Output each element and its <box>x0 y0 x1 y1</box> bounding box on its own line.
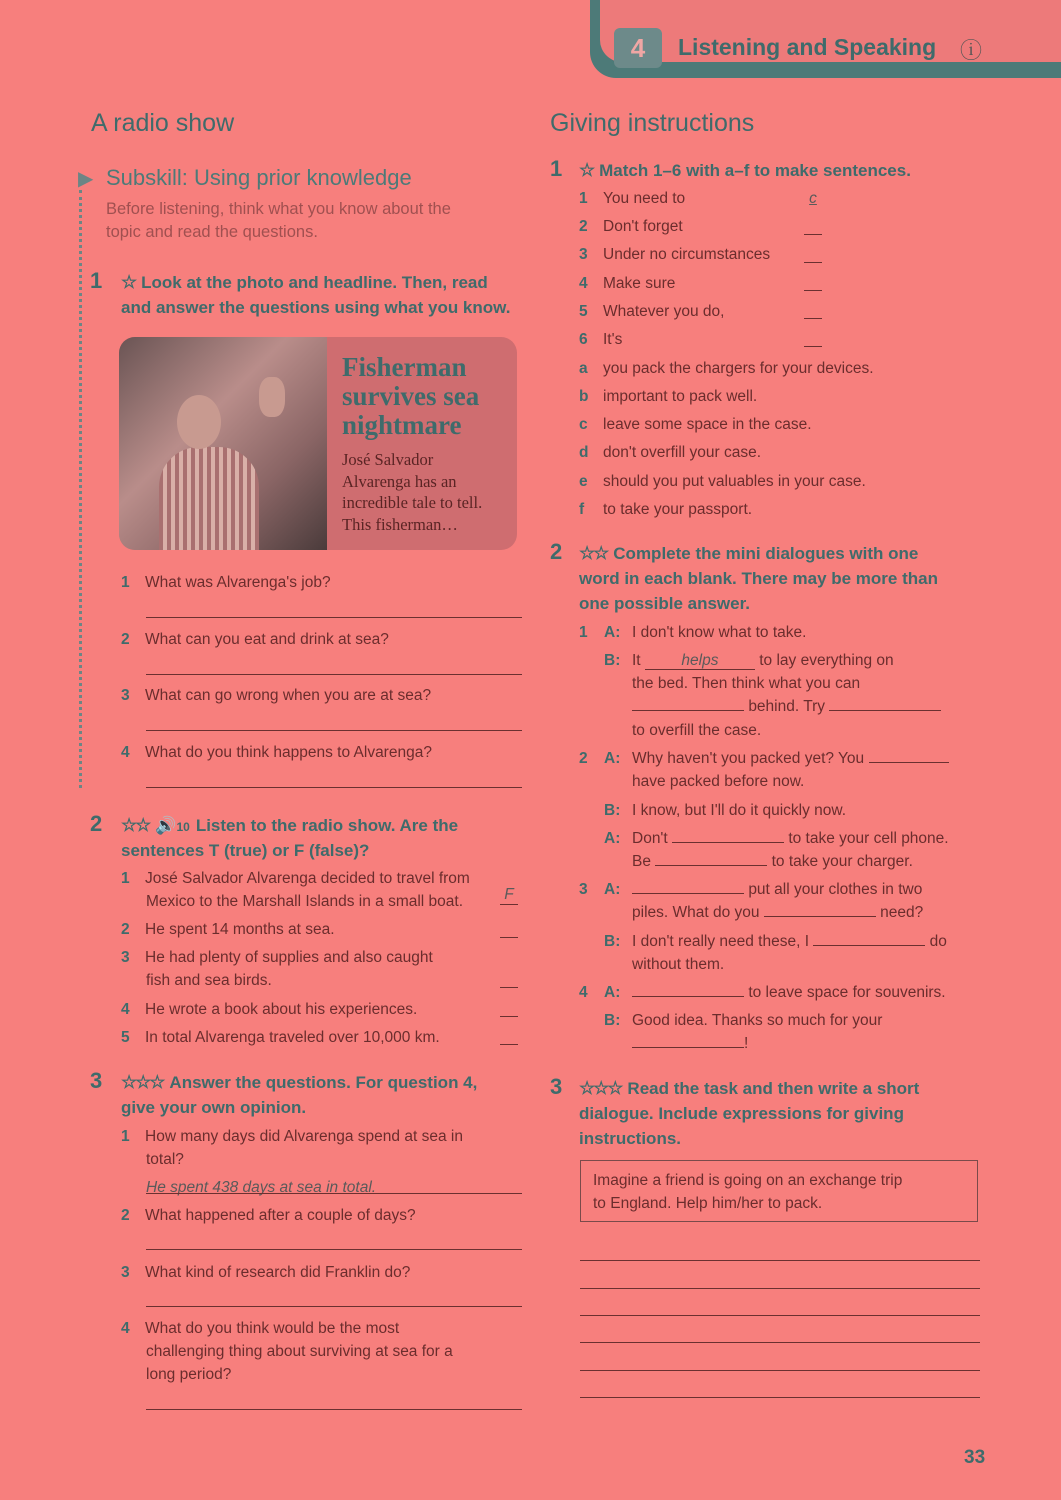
tf-text: In total Alvarenga traveled over 10,000 km. <box>145 1029 440 1046</box>
article-headline <box>342 353 512 440</box>
unit-title: Listening and Speaking <box>678 34 937 60</box>
instruction-line-1: Look at the photo and headline. Then, read <box>141 273 488 292</box>
answer-line[interactable] <box>146 674 522 675</box>
dialogue-line <box>632 901 923 924</box>
item-number: 1 <box>121 870 130 887</box>
section-title-giving-instructions: Giving instructions <box>550 109 755 137</box>
exercise-number: 1 <box>550 156 563 181</box>
tf-text-line-2: Mexico to the Marshall Islands in a small boat. <box>146 893 464 910</box>
item-letter: e <box>579 473 588 490</box>
answer-blank[interactable] <box>655 850 767 866</box>
item-number: 3 <box>121 949 130 966</box>
item-number: 2 <box>579 750 588 767</box>
tf-answer-blank[interactable] <box>500 1044 518 1045</box>
ending-text: to take your passport. <box>603 501 753 518</box>
star-rating-icon: ☆☆☆ <box>579 1078 622 1098</box>
photo-figure-face <box>177 395 221 449</box>
ending-item <box>579 498 752 521</box>
tf-answer-blank[interactable] <box>500 937 518 938</box>
question-item <box>121 684 431 707</box>
dialogue-number <box>579 981 603 1004</box>
tf-item <box>121 998 417 1021</box>
speaker-a-label: A: <box>604 624 621 641</box>
dialogue-line <box>632 1032 748 1055</box>
answer-line[interactable] <box>146 1306 522 1307</box>
star-rating-icon: ☆☆ <box>121 815 150 835</box>
question-item <box>121 741 432 764</box>
match-text: Whatever you do, <box>603 303 725 320</box>
ending-text: leave some space in the case. <box>603 416 812 433</box>
item-number: 4 <box>121 744 130 761</box>
page-number: 33 <box>964 1447 986 1468</box>
question-text-line-2: challenging thing about surviving at sea for a <box>146 1343 453 1360</box>
tf-text: He spent 14 months at sea. <box>145 921 335 938</box>
item-letter: b <box>579 388 589 405</box>
tf-text-line-2: fish and sea birds. <box>146 972 272 989</box>
answer-line[interactable] <box>146 1193 522 1194</box>
item-number: 2 <box>579 218 588 235</box>
match-item <box>579 328 622 351</box>
tf-item <box>121 1026 440 1049</box>
item-letter: a <box>579 360 588 377</box>
unit-number-badge: 4 <box>614 28 662 68</box>
instruction-line-2: sentences T (true) or F (false)? <box>121 841 370 860</box>
exercise-number: 3 <box>550 1074 563 1099</box>
question-item <box>121 571 331 594</box>
text-fragment: to leave space for souvenirs. <box>748 984 946 1001</box>
teaser-line: This fisherman… <box>342 514 458 534</box>
subskill-text-2: topic and read the questions. <box>106 223 318 241</box>
instruction-line-1: Answer the questions. For question 4, <box>169 1073 478 1092</box>
task-line: Imagine a friend is going on an exchange trip <box>593 1172 903 1189</box>
tf-item <box>121 867 470 890</box>
answer-line[interactable] <box>146 787 522 788</box>
question-item <box>121 1204 416 1227</box>
item-number: 5 <box>579 303 588 320</box>
answer-blank[interactable] <box>632 878 744 894</box>
instruction-line-2: word in each blank. There may be more than <box>579 569 938 588</box>
exercise-instruction <box>579 1076 919 1101</box>
text-fragment: do <box>929 933 947 950</box>
dialogue-line: the bed. Then think what you can <box>632 675 861 692</box>
fisherman-photo <box>119 337 327 550</box>
dialogue-line <box>632 695 941 718</box>
speaker-b-label: B: <box>604 933 621 950</box>
text-fragment: ! <box>744 1035 749 1052</box>
ending-item <box>579 441 761 464</box>
question-text: How many days did Alvarenga spend at sea in <box>145 1128 463 1145</box>
question-text: What happened after a couple of days? <box>145 1207 416 1224</box>
text-fragment: put all your clothes in two <box>748 881 923 898</box>
dialogue-line <box>632 930 947 953</box>
task-box <box>580 1160 978 1222</box>
photo-figure-body <box>159 447 259 550</box>
match-text: You need to <box>603 190 686 207</box>
dialogue-number <box>579 747 603 770</box>
star-rating-icon: ☆☆☆ <box>121 1072 164 1092</box>
question-text-line-2: total? <box>146 1151 184 1168</box>
task-text <box>593 1169 963 1215</box>
text-fragment: to take your cell phone. <box>788 830 949 847</box>
answer-line[interactable] <box>146 617 522 618</box>
match-text: Under no circumstances <box>603 246 771 263</box>
teaser-line: José Salvador <box>342 450 434 469</box>
subskill-text-1: Before listening, think what you know about the <box>106 200 451 218</box>
tf-answer[interactable]: F <box>500 886 518 905</box>
star-rating-icon: ☆☆ <box>579 543 608 563</box>
dialogue-line: I don't know what to take. <box>632 624 807 641</box>
answer-line[interactable] <box>146 730 522 731</box>
teaser-line: Alvarenga has an <box>342 471 457 491</box>
dialogue-line: have packed before now. <box>632 773 805 790</box>
tf-item <box>121 918 335 941</box>
match-blank[interactable] <box>804 290 822 291</box>
item-number: 2 <box>121 631 130 648</box>
instruction-line-2: give your own opinion. <box>121 1098 307 1117</box>
item-number: 3 <box>121 687 130 704</box>
answer-blank[interactable] <box>632 695 744 711</box>
question-text: What can you eat and drink at sea? <box>145 631 389 648</box>
writing-line[interactable] <box>580 1260 980 1261</box>
instruction-line-3: instructions. <box>579 1129 682 1148</box>
item-letter: d <box>579 444 589 461</box>
speech-swirl-icon: ⓘ <box>960 38 983 63</box>
writing-line[interactable] <box>580 1397 980 1398</box>
answer-blank[interactable] <box>672 827 784 843</box>
instruction-line-1: Listen to the radio show. Are the <box>195 816 459 835</box>
ending-item <box>579 385 757 408</box>
item-number: 3 <box>579 246 588 263</box>
dialogue-line <box>632 981 946 1004</box>
dialogue-number <box>579 621 603 644</box>
writing-line[interactable] <box>580 1370 980 1371</box>
speaker-b-label: B: <box>604 652 621 669</box>
item-number: 4 <box>579 984 588 1001</box>
item-number: 4 <box>121 1001 130 1018</box>
example-answer-blank[interactable]: helps <box>645 652 755 670</box>
tf-text: He had plenty of supplies and also caught <box>145 949 433 966</box>
triangle-arrow-icon: ▶ <box>78 168 94 190</box>
ending-item <box>579 470 866 493</box>
match-text: It's <box>603 331 623 348</box>
item-number: 5 <box>121 1029 130 1046</box>
item-letter: f <box>579 501 585 518</box>
headline-line: Fisherman <box>342 352 467 382</box>
article-card <box>119 337 517 550</box>
text-fragment: I don't really need these, I <box>632 933 810 950</box>
answer-line[interactable] <box>146 1249 522 1250</box>
match-text: Don't forget <box>603 218 683 235</box>
dialogue-line: without them. <box>632 956 725 973</box>
question-item <box>121 1317 399 1340</box>
match-blank[interactable] <box>804 234 822 235</box>
ending-text: you pack the chargers for your devices. <box>603 360 874 377</box>
text-fragment: Don't <box>632 830 668 847</box>
answer-blank[interactable] <box>813 930 925 946</box>
speaker-b-label: B: <box>604 1012 621 1029</box>
match-blank[interactable] <box>804 262 822 263</box>
exercise-number: 2 <box>90 811 103 836</box>
question-item <box>121 628 389 651</box>
match-text: Make sure <box>603 275 676 292</box>
instruction-line-1: Read the task and then write a short <box>627 1079 920 1098</box>
item-number: 3 <box>579 881 588 898</box>
dialogue-line <box>632 827 949 850</box>
text-fragment: It <box>632 652 641 669</box>
subskill-dotted-rule <box>79 190 82 788</box>
instruction-text: Match 1–6 with a–f to make sentences. <box>599 161 911 180</box>
text-fragment: to lay everything on <box>759 652 894 669</box>
exercise-instruction <box>121 1070 477 1095</box>
audio-track-number: 10 <box>176 820 190 834</box>
tf-text: José Salvador Alvarenga decided to travel from <box>145 870 470 887</box>
text-fragment: to take your charger. <box>771 853 913 870</box>
instruction-line-2: dialogue. Include expressions for giving <box>579 1104 904 1123</box>
item-number: 1 <box>579 624 588 641</box>
exercise-instruction <box>579 541 918 566</box>
item-number: 1 <box>121 574 130 591</box>
match-answer[interactable]: c <box>809 190 817 207</box>
item-letter: c <box>579 416 588 433</box>
dialogue-line: I know, but I'll do it quickly now. <box>632 802 847 819</box>
dialogue-line <box>632 878 922 901</box>
answer-blank[interactable] <box>632 1032 744 1048</box>
match-blank[interactable] <box>804 346 822 347</box>
dialogue-line: Good idea. Thanks so much for your <box>632 1012 883 1029</box>
question-text: What do you think would be the most <box>145 1320 400 1337</box>
match-item <box>579 187 685 210</box>
writing-line[interactable] <box>580 1315 980 1316</box>
answer-blank[interactable] <box>632 981 744 997</box>
answer-blank[interactable] <box>764 901 876 917</box>
text-fragment: behind. Try <box>748 698 825 715</box>
ending-item <box>579 357 874 380</box>
speaker-b-label: B: <box>604 802 621 819</box>
answer-line[interactable] <box>146 1409 522 1410</box>
text-fragment: piles. What do you <box>632 904 760 921</box>
photo-figure-hand <box>259 377 285 417</box>
example-answer: He spent 438 days at sea in total. <box>146 1179 377 1196</box>
tf-answer-blank[interactable] <box>500 987 518 988</box>
speaker-icon[interactable]: 🔊 <box>155 816 177 835</box>
headline-line: survives sea <box>342 381 480 411</box>
writing-line[interactable] <box>580 1342 980 1343</box>
match-item <box>579 272 675 295</box>
instruction-line-2: and answer the questions using what you know. <box>121 298 511 317</box>
question-text-line-3: long period? <box>146 1366 232 1383</box>
teaser-line: incredible tale to tell. <box>342 493 483 512</box>
dialogue-number <box>579 878 603 901</box>
exercise-instruction <box>121 270 488 295</box>
question-text: What do you think happens to Alvarenga? <box>145 744 432 761</box>
match-item <box>579 215 683 238</box>
text-fragment: need? <box>880 904 924 921</box>
item-number: 4 <box>121 1320 130 1337</box>
speaker-a-label: A: <box>604 830 621 847</box>
item-number: 1 <box>121 1128 130 1145</box>
speaker-a-label: A: <box>604 881 621 898</box>
match-blank[interactable] <box>804 318 822 319</box>
question-text: What can go wrong when you are at sea? <box>145 687 432 704</box>
exercise-instruction <box>579 158 911 183</box>
tf-item <box>121 946 433 969</box>
question-item <box>121 1261 410 1284</box>
item-number: 3 <box>121 1264 130 1281</box>
item-number: 1 <box>579 190 588 207</box>
dialogue-line <box>632 649 894 672</box>
ending-text: should you put valuables in your case. <box>603 473 866 490</box>
answer-blank[interactable] <box>829 695 941 711</box>
exercise-number: 3 <box>90 1068 103 1093</box>
item-number: 2 <box>121 1207 130 1224</box>
speaker-a-label: A: <box>604 750 621 767</box>
subskill-title: Subskill: Using prior knowledge <box>106 165 412 190</box>
exercise-number: 1 <box>90 268 103 293</box>
speaker-a-label: A: <box>604 984 621 1001</box>
item-number: 2 <box>121 921 130 938</box>
tf-answer-blank[interactable] <box>500 1016 518 1017</box>
section-title-radio-show: A radio show <box>91 109 235 137</box>
writing-line[interactable] <box>580 1288 980 1289</box>
text-fragment: Why haven't you packed yet? You <box>632 750 865 767</box>
article-teaser <box>342 449 512 535</box>
tf-text: He wrote a book about his experiences. <box>145 1001 418 1018</box>
ending-item <box>579 413 812 436</box>
question-text: What was Alvarenga's job? <box>145 574 331 591</box>
star-rating-icon: ☆ <box>121 272 136 292</box>
dialogue-line <box>632 747 949 770</box>
match-item <box>579 243 770 266</box>
answer-blank[interactable] <box>869 747 949 763</box>
item-number: 4 <box>579 275 588 292</box>
task-line: to England. Help him/her to pack. <box>593 1195 823 1212</box>
ending-text: important to pack well. <box>603 388 758 405</box>
instruction-line-3: one possible answer. <box>579 594 751 613</box>
headline-line: nightmare <box>342 410 462 440</box>
match-item <box>579 300 724 323</box>
exercise-instruction <box>121 813 458 840</box>
question-item <box>121 1125 463 1148</box>
dialogue-line <box>632 850 913 873</box>
ending-text: don't overfill your case. <box>603 444 762 461</box>
exercise-number: 2 <box>550 539 563 564</box>
instruction-line-1: Complete the mini dialogues with one <box>613 544 919 563</box>
question-text: What kind of research did Franklin do? <box>145 1264 411 1281</box>
star-rating-icon: ☆ <box>579 160 594 180</box>
dialogue-line: to overfill the case. <box>632 722 762 739</box>
item-number: 6 <box>579 331 588 348</box>
text-fragment: Be <box>632 853 651 870</box>
